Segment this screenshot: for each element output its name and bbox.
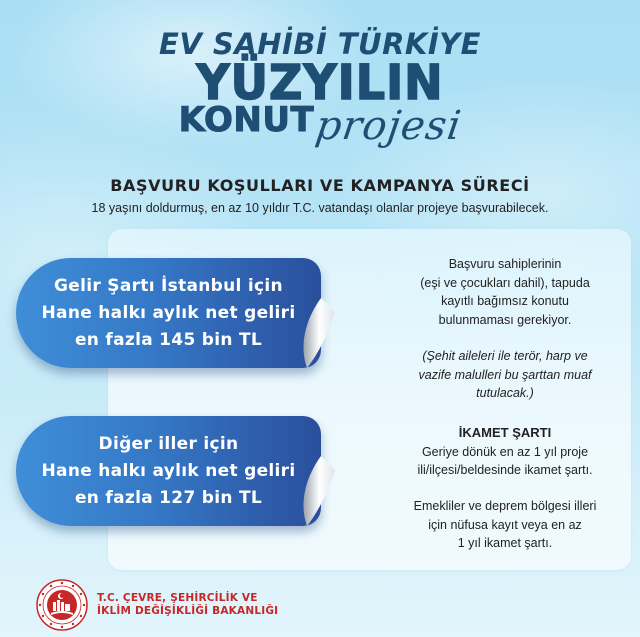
residence-heading: İKAMET ŞARTI — [458, 425, 552, 440]
ministry-line-1: T.C. ÇEVRE, ŞEHİRCİLİK VE — [97, 592, 258, 604]
ministry-line-2: İKLİM DEĞİŞİKLİĞİ BAKANLIĞI — [97, 605, 279, 617]
page-curl-icon — [291, 456, 335, 526]
retirees-condition — [380, 497, 630, 553]
condition-line: ili/ilçesi/beldesinde ikamet şartı. — [417, 463, 593, 477]
eligibility-text: 18 yaşını doldurmuş, en az 10 yıldır T.C. vatandaşı olanlar projeye başvurabilecek. — [91, 201, 549, 215]
residence-condition — [380, 424, 630, 480]
condition-line: tutulacak.) — [476, 386, 534, 400]
page-curl-icon — [291, 298, 335, 368]
title-konut: KONUT — [178, 100, 315, 140]
income-card-other-cities — [16, 416, 321, 526]
condition-line: kayıtlı bağımsız konutu — [441, 294, 569, 308]
income-card-line: Hane halkı aylık net geliri — [41, 302, 296, 323]
income-card-line: Hane halkı aylık net geliri — [41, 460, 296, 481]
condition-line: bulunmaması gerekiyor. — [438, 312, 572, 327]
condition-line: (Şehit aileleri ile terör, harp ve — [422, 349, 588, 363]
condition-line: Emekliler ve deprem bölgesi illeri — [413, 499, 597, 513]
condition-line: vazife malulleri bu şarttan muaf — [418, 367, 592, 382]
condition-line: (eşi ve çocukları dahil), tapuda — [420, 275, 590, 290]
income-card-line: Gelir Şartı İstanbul için — [54, 275, 283, 296]
income-card-istanbul — [16, 258, 321, 368]
property-condition — [380, 255, 630, 329]
section-title: BAŞVURU KOŞULLARI VE KAMPANYA SÜRECİ — [110, 176, 530, 195]
campaign-title — [0, 27, 640, 149]
exemption-note — [380, 347, 630, 403]
condition-line: 1 yıl ikamet şartı. — [457, 536, 553, 550]
condition-line: Geriye dönük en az 1 yıl proje — [421, 444, 589, 459]
income-card-line: en fazla 127 bin TL — [74, 487, 263, 508]
income-card-line: en fazla 145 bin TL — [74, 329, 263, 350]
condition-line: Başvuru sahiplerinin — [448, 257, 562, 271]
condition-line: için nüfusa kayıt veya en az — [428, 517, 582, 532]
ministry-emblem-icon — [35, 578, 89, 632]
ministry-footer — [35, 578, 278, 632]
income-card-line: Diğer iller için — [98, 433, 239, 454]
title-line-1: EV SAHİBİ TÜRKİYE — [159, 27, 481, 61]
ministry-name — [97, 592, 278, 618]
title-projesi-script: projesi — [312, 103, 465, 149]
title-line-2: YÜZYILIN — [196, 53, 444, 111]
title-line-3 — [0, 100, 640, 149]
